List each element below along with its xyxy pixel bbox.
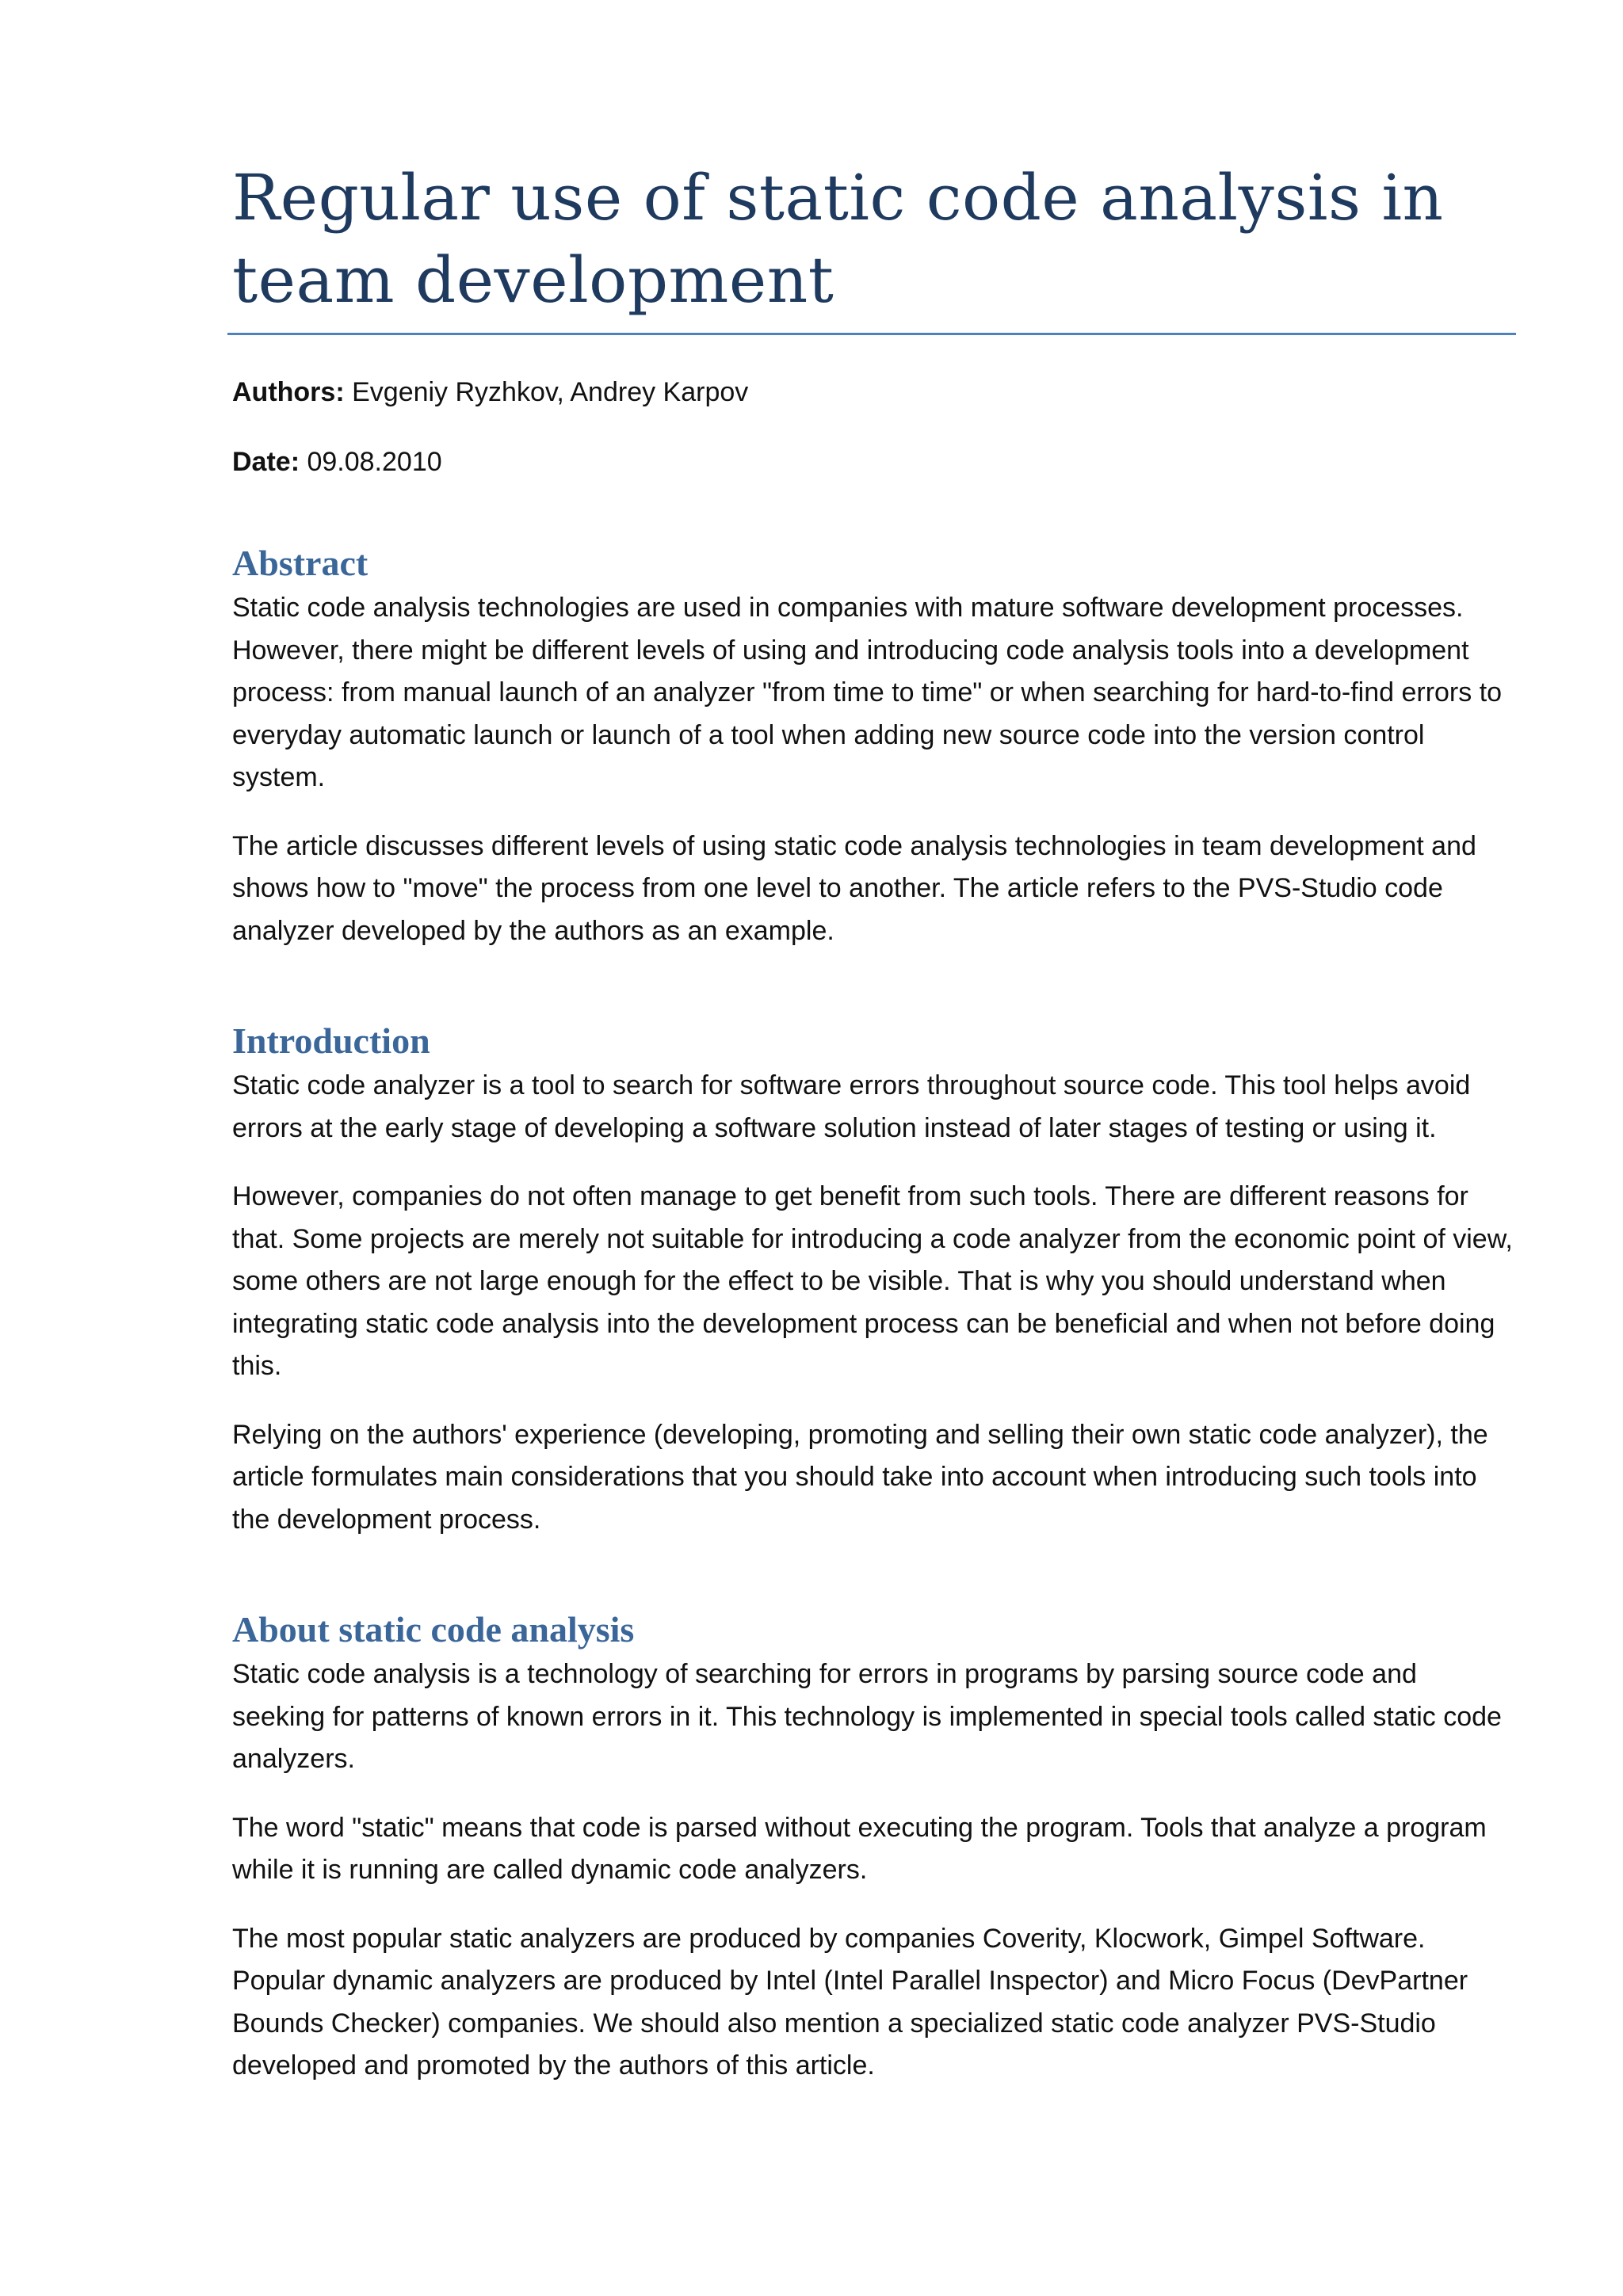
about-paragraph-3: The most popular static analyzers are produced by companies Coverity, Klocwork, Gimpel Software. Popular dynamic analyzers are produced by Intel (Intel Parallel Inspector) and Micro Focus (DevPartner Bounds Checker) companies. We should also mention a specialized static code analyzer PVS-Studio developed and promoted by the authors of this article. <box>232 1923 1468 2081</box>
date-label: Date: <box>232 447 300 477</box>
about-paragraph-2: The word "static" means that code is parsed without executing the program. Tools that analyze a program while it is running are called dynamic code analyzers. <box>232 1812 1487 1885</box>
document-content <box>232 157 1516 2088</box>
authors-label: Authors: <box>232 377 345 407</box>
section-heading-abstract: Abstract <box>232 543 369 583</box>
introduction-paragraph-3: Relying on the authors' experience (developing, promoting and selling their own static code analyzer), the article formulates main considerations that you should take into account when introducing such tools into the development process. <box>232 1419 1488 1535</box>
date-value: 09.08.2010 <box>300 447 442 477</box>
section-heading-about-static-code-analysis: About static code analysis <box>232 1609 635 1650</box>
authors-value: Evgeniy Ryzhkov, Andrey Karpov <box>344 377 749 407</box>
title-underline <box>227 333 1516 335</box>
about-paragraph-1: Static code analysis is a technology of searching for errors in programs by parsing source code and seeking for patterns of known errors in it. This technology is implemented in special tools called static code analyzers. <box>232 1659 1502 1774</box>
authors-line <box>232 373 1516 411</box>
section-heading-introduction: Introduction <box>232 1020 430 1061</box>
date-line <box>232 443 1516 481</box>
introduction-paragraph-2: However, companies do not often manage to get benefit from such tools. There are different reasons for that. Some projects are merely not suitable for introducing a code analyzer from the economic point of view, some others are not large enough for the effect to be visible. That is why you should understand when integrating static code analysis into the development process can be beneficial and when not before doing this. <box>232 1181 1513 1381</box>
introduction-paragraph-1: Static code analyzer is a tool to search for software errors throughout source code. This tool helps avoid errors at the early stage of developing a software solution instead of later stages of testing or using it. <box>232 1070 1471 1143</box>
abstract-paragraph-1: Static code analysis technologies are used in companies with mature software development processes. However, there might be different levels of using and introducing code analysis tools into a development process: from manual launch of an analyzer "from time to time" or when searching for hard-to-find errors to everyday automatic launch or launch of a tool when adding new source code into the version control system. <box>232 593 1503 792</box>
abstract-paragraph-2: The article discusses different levels of using static code analysis technologies in team development and shows how to "move" the process from one level to another. The article refers to the PVS-Studio code analyzer developed by the authors as an example. <box>232 830 1476 946</box>
document-title: Regular use of static code analysis in team development <box>232 161 1444 317</box>
